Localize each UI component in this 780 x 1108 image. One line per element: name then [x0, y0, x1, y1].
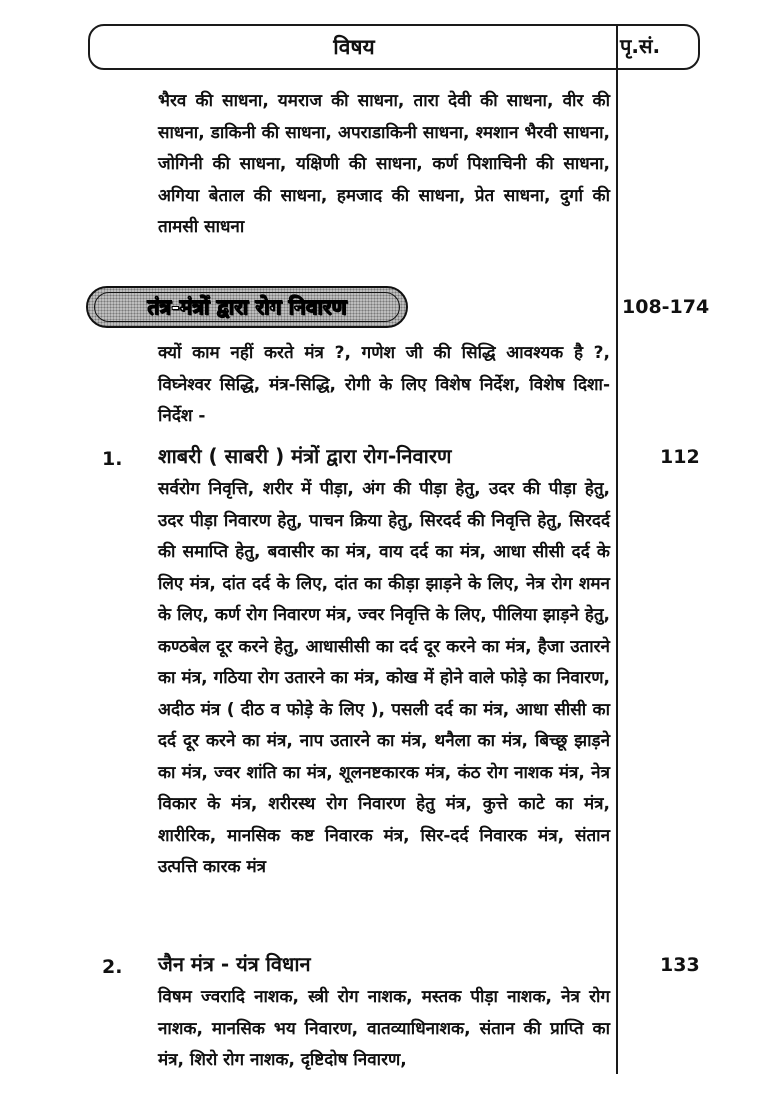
column-divider: [616, 24, 618, 1074]
section-pages: 108-174: [622, 296, 710, 318]
header-page-column: पृ.सं.: [620, 34, 661, 58]
entry-title: जैन मंत्र - यंत्र विधान: [158, 952, 311, 976]
header-title: विषय: [333, 35, 375, 59]
section-banner: [86, 286, 408, 328]
entry-page: 133: [660, 954, 700, 976]
entry-body: सर्वरोग निवृत्ति, शरीर में पीड़ा, अंग की पीड़ा हेतु, उदर की पीड़ा हेतु, उदर पीड़ा निवारण हेतु, पाचन क्रिया हेतु, सिरदर्द की निवृत्ति हेतु, सिरदर्द की समाप्ति हेतु, बवासीर का मंत्र, वाय दर्द का मंत्र, आधा सीसी दर्द के लिए मंत्र, दांत दर्द के लिए, दांत का कीड़ा झाड़ने के लिए, नेत्र रोग शमन के लिए, कर्ण रोग निवारण मंत्र, ज्वर निवृत्ति के लिए, पीलिया झाड़ने हेतु, कण्ठबेल दूर करने हेतु, आधासीसी का दर्द दूर करने का मंत्र, हैजा उतारने का मंत्र, गठिया रोग उतारने का मंत्र, कोख में होने वाले फोड़े का निवारण, अदीठ मंत्र ( दीठ व फोड़े के लिए ), पसली दर्द का मंत्र, आधा सीसी का दर्द दूर करने का मंत्र, नाप उतारने का मंत्र, थनैला का मंत्र, बिच्छू झाड़ने का मंत्र, ज्वर शांति का मंत्र, शूलनष्टकारक मंत्र, कंठ रोग नाशक मंत्र, नेत्र विकार के मंत्र, शरीरस्थ रोग निवारण हेतु मंत्र, कुत्ते काटे का मंत्र, शारीरिक, मानसिक कष्ट निवारक मंत्र, सिर-दर्द निवारक मंत्र, संतान उत्पत्ति कारक मंत्र: [158, 479, 610, 877]
entry-number: 1.: [102, 448, 123, 470]
entry-number: 2.: [102, 956, 123, 978]
entry-body: विषम ज्वरादि नाशक, स्त्री रोग नाशक, मस्तक पीड़ा नाशक, नेत्र रोग नाशक, मानसिक भय निवारण, वातव्याधिनाशक, संतान की प्राप्ति का मंत्र, शिरो रोग नाशक, दृष्टिदोष निवारण,: [158, 987, 610, 1070]
section-title: तंत्र-मंत्रों द्वारा रोग निवारण: [147, 295, 347, 319]
entry-title: शाबरी ( साबरी ) मंत्रों द्वारा रोग-निवारण: [158, 444, 452, 468]
entry-page: 112: [660, 446, 700, 468]
section-intro: क्यों काम नहीं करते मंत्र ?, गणेश जी की सिद्धि आवश्यक है ?, विघ्नेश्वर सिद्धि, मंत्र-सिद्धि, रोगी के लिए विशेष निर्देश, विशेष दिशा-निर्देश -: [158, 343, 610, 426]
table-header: [88, 24, 700, 70]
intro-block: भैरव की साधना, यमराज की साधना, तारा देवी की साधना, वीर की साधना, डाकिनी की साधना, अपराडाकिनी साधना, श्मशान भैरवी साधना, जोगिनी की साधना, यक्षिणी की साधना, कर्ण पिशाचिनी की साधना, अगिया बेताल की साधना, हमजाद की साधना, प्रेत साधना, दुर्गा की तामसी साधना: [158, 91, 610, 237]
